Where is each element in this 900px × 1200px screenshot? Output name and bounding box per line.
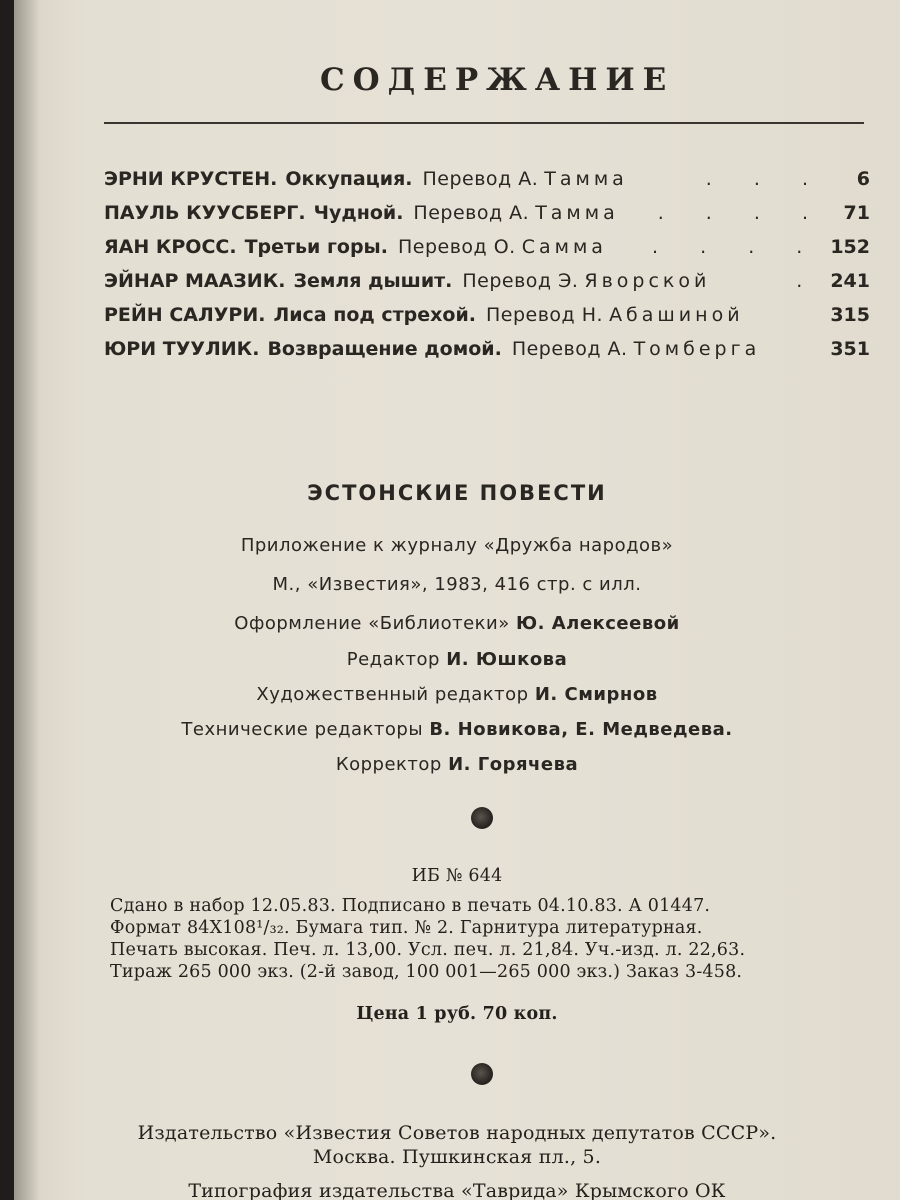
- toc-title: Возвращение домой.: [267, 338, 502, 360]
- toc-entry: [104, 270, 870, 300]
- toc-author: ЯАН КРОСС.: [104, 236, 237, 258]
- toc-heading: СОДЕРЖАНИЕ: [320, 62, 675, 98]
- credit-line: [14, 613, 900, 634]
- price: Цена 1 руб. 70 коп.: [356, 1004, 558, 1024]
- toc-translator: Яворской: [584, 270, 711, 292]
- toc-translator: Самма: [521, 236, 607, 258]
- toc-translator-prefix: Перевод А.: [422, 168, 539, 190]
- toc-page-number: 241: [830, 270, 870, 292]
- toc-divider: [104, 122, 864, 124]
- toc-title: Земля дышит.: [293, 270, 453, 292]
- credit-line: [14, 684, 900, 705]
- colophon-line: Печать высокая. Печ. л. 13,00. Усл. печ. л. 21,84. Уч.-изд. л. 22,63.: [110, 940, 746, 960]
- toc-entry: [104, 338, 870, 368]
- credit-role: Корректор: [335, 754, 442, 775]
- printer-line: Типография издательства «Таврида» Крымского ОК: [188, 1180, 726, 1200]
- publisher-address: Москва. Пушкинская пл., 5.: [312, 1146, 602, 1168]
- toc-translator-prefix: Перевод Э.: [462, 270, 579, 292]
- toc-translator-prefix: Перевод А.: [511, 338, 628, 360]
- colophon-line: Сдано в набор 12.05.83. Подписано в печать 04.10.83. А 01447.: [110, 896, 711, 916]
- toc-title: Чудной.: [313, 202, 404, 224]
- credit-role: Редактор: [346, 649, 440, 670]
- toc-page-number: 6: [856, 168, 870, 190]
- colophon-line: Тираж 265 000 экз. (2-й завод, 100 001—265 000 экз.) Заказ 3-458.: [110, 962, 743, 982]
- toc-dots: .: [796, 270, 821, 292]
- credit-line: [14, 754, 900, 775]
- toc-page-number: 351: [830, 338, 870, 360]
- credit-role: Художественный редактор: [256, 684, 529, 705]
- toc-title: Оккупация.: [285, 168, 413, 190]
- ib-number: ИБ № 644: [411, 866, 503, 886]
- book-supplement: Приложение к журналу «Дружба народов»: [240, 535, 674, 556]
- toc-dots: . . . .: [652, 236, 821, 258]
- ornament-icon: [471, 1063, 493, 1085]
- toc-translator: Абашиной: [609, 304, 744, 326]
- book-page: [14, 0, 900, 1200]
- toc-page-number: 152: [830, 236, 870, 258]
- toc-translator-prefix: Перевод А.: [413, 202, 530, 224]
- ornament-icon: [471, 807, 493, 829]
- credit-role: Оформление «Библиотеки»: [234, 613, 510, 634]
- toc-author: ПАУЛЬ КУУСБЕРГ.: [104, 202, 306, 224]
- toc-translator: Тамма: [535, 202, 619, 224]
- toc-entry: [104, 168, 870, 198]
- toc-dots: . . .: [705, 168, 826, 190]
- toc-translator-prefix: Перевод Н.: [486, 304, 604, 326]
- publisher-name: Издательство «Известия Советов народных депутатов СССР».: [137, 1122, 777, 1144]
- credit-name: И. Горячева: [448, 754, 579, 775]
- toc-author: ЭРНИ КРУСТЕН.: [104, 168, 278, 190]
- toc-dots: . . . .: [657, 202, 826, 224]
- credit-name: И. Юшкова: [446, 649, 568, 670]
- toc-translator: Тамма: [544, 168, 628, 190]
- toc-translator: Томберга: [633, 338, 761, 360]
- toc-entry: [104, 202, 870, 232]
- credit-role: Технические редакторы: [181, 719, 424, 740]
- credit-line: [14, 649, 900, 670]
- credit-name: И. Смирнов: [534, 684, 658, 705]
- toc-author: ЭЙНАР МААЗИК.: [104, 270, 286, 292]
- toc-entry: [104, 304, 870, 334]
- toc-title: Третьи горы.: [244, 236, 388, 258]
- credit-name: Ю. Алексеевой: [515, 613, 680, 634]
- toc-page-number: 71: [843, 202, 870, 224]
- toc-page-number: 315: [830, 304, 870, 326]
- toc-title: Лиса под стрехой.: [273, 304, 476, 326]
- toc-author: РЕЙН САЛУРИ.: [104, 304, 266, 326]
- toc-author: ЮРИ ТУУЛИК.: [104, 338, 260, 360]
- toc-translator-prefix: Перевод О.: [397, 236, 516, 258]
- toc-entry: [104, 236, 870, 266]
- colophon-line: Формат 84X108¹/₃₂. Бумага тип. № 2. Гарнитура литературная.: [110, 918, 703, 938]
- credit-name: В. Новикова, Е. Медведева.: [429, 719, 733, 740]
- credit-line: [14, 719, 900, 740]
- book-title: ЭСТОНСКИЕ ПОВЕСТИ: [307, 481, 607, 505]
- book-imprint: М., «Известия», 1983, 416 стр. с илл.: [272, 574, 642, 595]
